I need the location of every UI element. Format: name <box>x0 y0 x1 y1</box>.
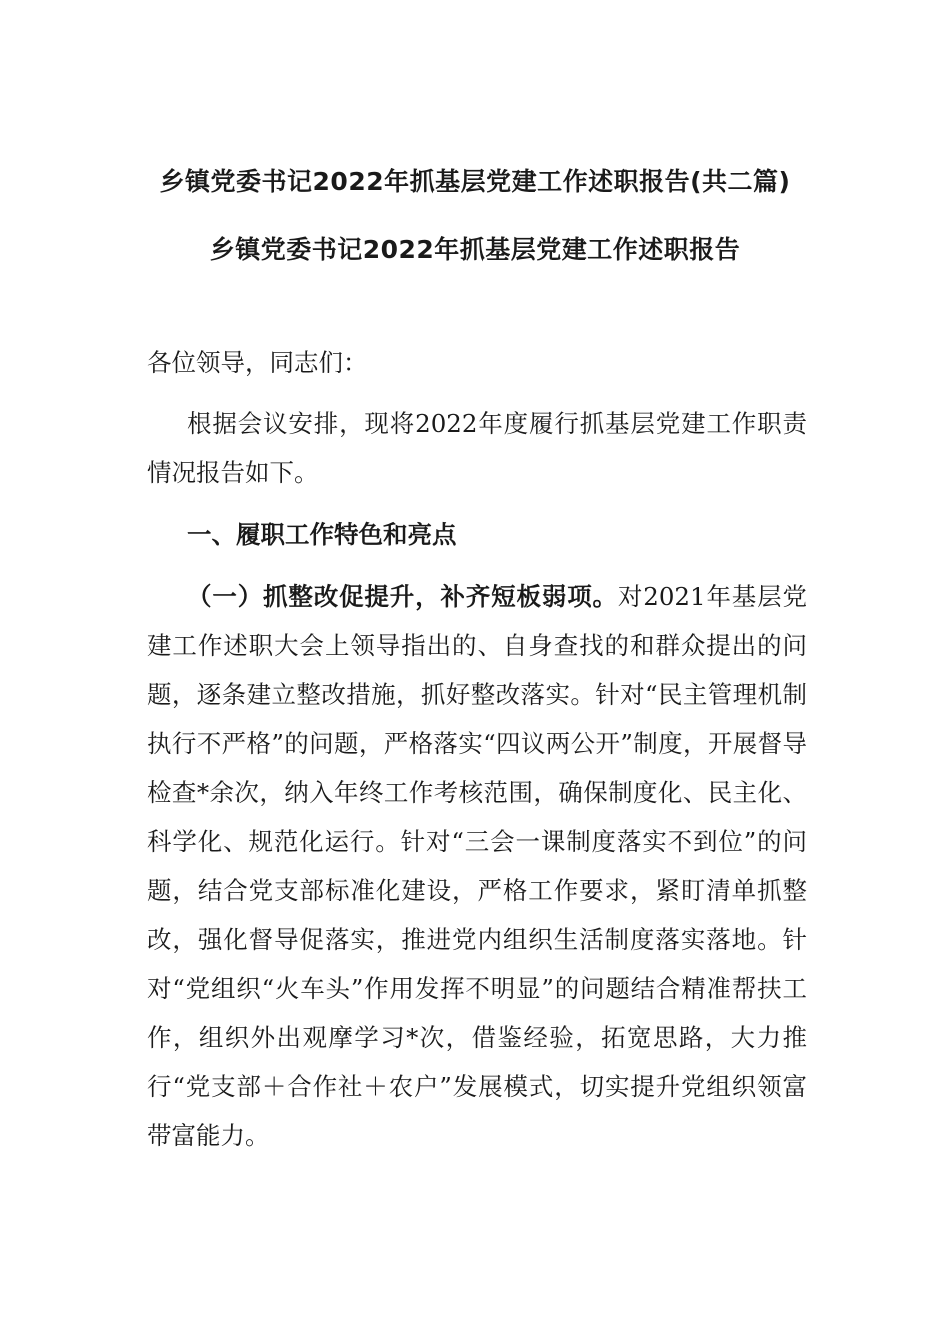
greeting-line: 各位领导，同志们： <box>147 348 368 377</box>
document-subtitle: 乡镇党委书记2022年抓基层党建工作述职报告 <box>209 235 741 264</box>
body-paragraph <box>147 572 807 1160</box>
intro-paragraph: 根据会议安排，现将2022年度履行抓基层党建工作职责情况报告如下。 <box>147 409 807 487</box>
document-title: 乡镇党委书记2022年抓基层党建工作述职报告(共二篇) <box>159 167 791 196</box>
paragraph-lead-heading: （一）抓整改促提升，补齐短板弱项。 <box>187 582 618 611</box>
section-heading: 一、履职工作特色和亮点 <box>187 520 457 549</box>
paragraph-body-text: 对2021年基层党建工作述职大会上领导指出的、自身查找的和群众提出的问题，逐条建立整改措施，抓好整改落实。针对“民主管理机制执行不严格”的问题，严格落实“四议两公开”制度，开展督导检查*余次，纳入年终工作考核范围，确保制度化、民主化、科学化、规范化运行。针对“三会一课制度落实不到位”的问题，结合党支部标准化建设，严格工作要求，紧盯清单抓整改，强化督导促落实，推进党内组织生活制度落实落地。针对“党组织“火车头”作用发挥不明显”的问题结合精准帮扶工作，组织外出观摩学习*次，借鉴经验，拓宽思路，大力推行“党支部＋合作社＋农户”发展模式，切实提升党组织领富带富能力。 <box>147 582 807 1150</box>
